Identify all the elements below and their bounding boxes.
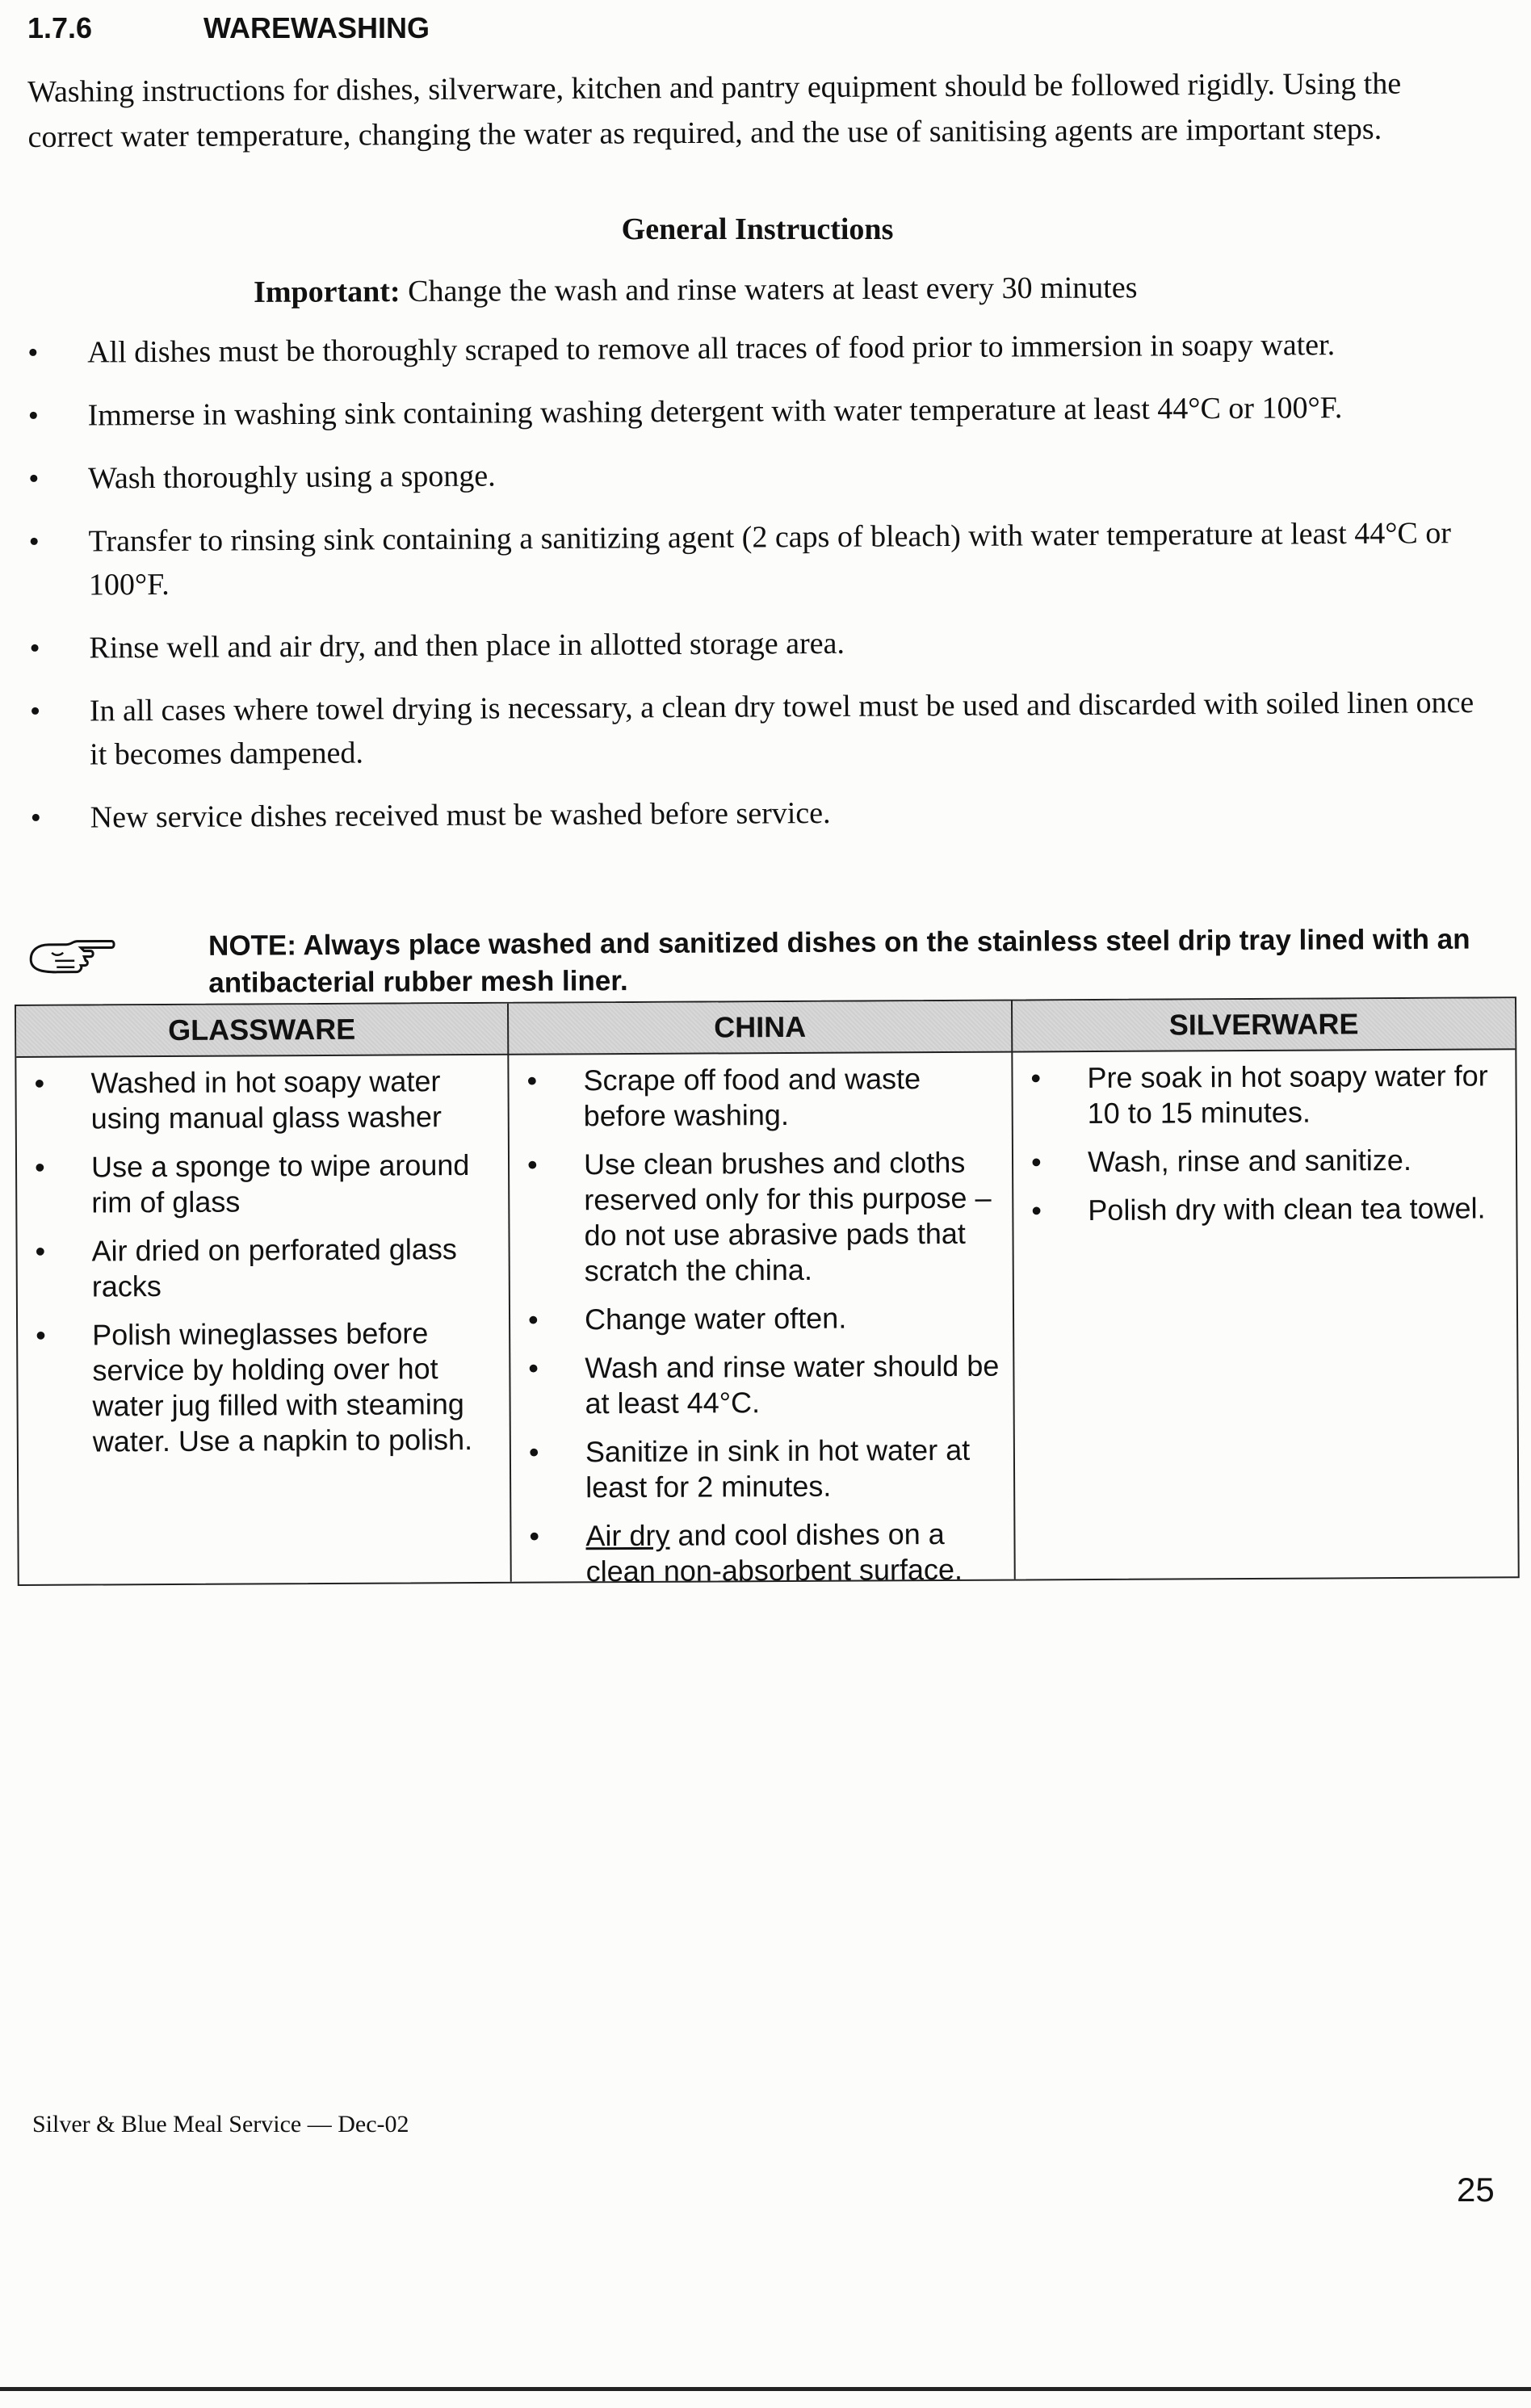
table-cell-item (511, 1517, 1013, 1590)
intro-paragraph: Washing instructions for dishes, silverware, kitchen and pantry equipment should be followed rigidly. Using the correct water temperature, changing the water as required, and the use of sanitising agents are important steps. (27, 66, 1402, 154)
table-column-glassware (16, 1004, 512, 1584)
air-dry-rest: and cool dishes on a clean non-absorbent surface. (585, 1517, 963, 1588)
column-items (509, 1061, 1013, 1603)
important-label: Important: (254, 275, 401, 309)
list-item: • Immerse in washing sink containing washing detergent with water temperature at least 44°C or 100°F. (27, 385, 1473, 438)
table-cell-item: • Use a sponge to wipe around rim of glass (17, 1147, 508, 1221)
table-cell-item: • Washed in hot soapy water using manual glass washer (16, 1063, 507, 1137)
column-items (16, 1063, 510, 1473)
air-dry-underlined: Air dry (585, 1518, 670, 1553)
table-cell-item: • Wash, rinse and sanitize. (1013, 1142, 1516, 1180)
table-cell-item: • Change water often. (510, 1300, 1013, 1338)
column-header: GLASSWARE (168, 1012, 356, 1047)
note-text: NOTE: Always place washed and sanitized dishes on the stainless steel drip tray lined with an antibacterial rubber mesh liner. (208, 923, 1470, 999)
table-column-china (509, 1001, 1016, 1588)
note-block (27, 921, 1497, 999)
column-header: SILVERWARE (1168, 1007, 1359, 1042)
column-items (1013, 1058, 1516, 1241)
list-item: • New service dishes received must be washed before service. (31, 787, 1476, 840)
table-cell-item: • Scrape off food and waste before washing. (509, 1061, 1011, 1135)
bottom-rule (0, 2387, 1531, 2391)
footer-text: Silver & Blue Meal Service — Dec-02 (32, 2111, 409, 2137)
list-item: • Transfer to rinsing sink containing a sanitizing agent (2 caps of bleach) with water temperature at least 44°C or 100°F. (28, 511, 1474, 607)
warewashing-table (15, 996, 1520, 1586)
table-cell-item: • Use clean brushes and cloths reserved only for this purpose – do not use abrasive pads that scratch the china. (510, 1145, 1013, 1290)
list-item: • In all cases where towel drying is necessary, a clean dry towel must be used and discarded with soiled linen once it becomes dampened. (30, 681, 1476, 777)
general-instructions-list (27, 322, 1476, 859)
important-line (254, 270, 1138, 310)
important-text: Change the wash and rinse waters at least every 30 minutes (400, 271, 1138, 309)
table-cell-item: • Polish wineglasses before service by holding over hot water jug filled with steaming water. Use a napkin to polish. (18, 1315, 510, 1460)
table-cell-item: • Wash and rinse water should be at least 44°C. (510, 1349, 1013, 1422)
column-header: CHINA (714, 1009, 807, 1044)
list-item: • Rinse well and air dry, and then place in allotted storage area. (29, 618, 1474, 670)
table-cell-item: • Polish dry with clean tea towel. (1013, 1190, 1516, 1228)
list-item: • Wash thoroughly using a sponge. (28, 448, 1474, 501)
table-column-silverware (1013, 998, 1518, 1579)
table-cell-item: • Pre soak in hot soapy water for 10 to 15 minutes. (1013, 1058, 1515, 1131)
list-item: • All dishes must be thoroughly scraped to remove all traces of food prior to immersion in soapy water. (27, 322, 1473, 375)
general-instructions-heading: General Instructions (621, 212, 894, 246)
section-number: 1.7.6 (27, 11, 93, 44)
page-number: 25 (1457, 2171, 1495, 2209)
table-cell-item: • Sanitize in sink in hot water at least for 2 minutes. (511, 1433, 1013, 1506)
pointing-hand-icon (27, 934, 116, 979)
table-cell-item: • Air dried on perforated glass racks (17, 1231, 508, 1305)
section-title: WAREWASHING (203, 11, 430, 44)
